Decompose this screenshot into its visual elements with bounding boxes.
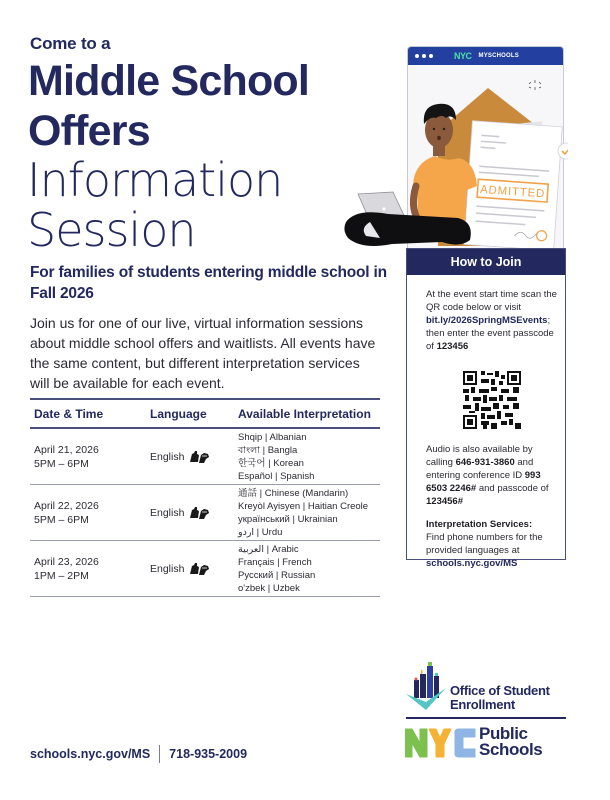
event-date: April 21, 2026 (34, 443, 99, 456)
event-date: April 22, 2026 (34, 499, 99, 512)
audio-text: and passcode of (478, 483, 549, 494)
interpretation-item: বাংলা | Bangla (238, 444, 298, 456)
nyc-public-schools-logo (405, 726, 570, 762)
event-passcode: 123456 (436, 341, 469, 352)
ose-line-2: Enrollment (450, 697, 515, 712)
interpretation-services (426, 518, 557, 570)
interpretation-item: 通話 | Chinese (Mandarin) (238, 487, 349, 499)
student-laptop-icon (338, 46, 568, 252)
interpretation-list (238, 431, 380, 483)
sign-language-icon (188, 562, 210, 576)
sign-language-icon (188, 450, 210, 464)
event-link[interactable]: bit.ly/2026SpringMSEvents (426, 315, 548, 326)
interpretation-list (238, 543, 380, 595)
table-row (30, 541, 380, 597)
join-text: ; then enter the event passcode of (426, 315, 554, 352)
table-row (30, 429, 380, 485)
nycps-wordmark (479, 726, 542, 758)
events-table (30, 398, 380, 597)
myschools-label: MYSCHOOLS (478, 53, 519, 59)
logo-divider (406, 717, 566, 719)
qr-code-icon[interactable] (463, 371, 521, 429)
join-instructions (426, 288, 557, 353)
interpretation-services-title: Interpretation Services: (426, 519, 533, 530)
conference-id: 993 6503 2246# (426, 470, 541, 494)
audio-instructions (426, 443, 557, 508)
event-date-time (30, 443, 150, 471)
office-of-student-enrollment-logo (404, 660, 569, 712)
event-language (150, 450, 238, 464)
interpretation-item: Русский | Russian (238, 569, 316, 581)
how-to-join-title: How to Join (407, 249, 565, 275)
interpretation-services-text: Find phone numbers for the provided languages at (426, 532, 543, 556)
title-line-3: Information (27, 153, 283, 207)
join-text: At the event start time scan the QR code below or visit (426, 289, 557, 313)
interpretation-item: Shqip | Albanian (238, 431, 307, 443)
audio-phone: 646-931-3860 (455, 457, 515, 468)
interpretation-item: 한국어 | Korean (238, 457, 304, 469)
audio-text: Audio is also available by calling (426, 444, 533, 468)
interpretation-item: العربية | Arabic (238, 543, 299, 555)
event-time: 1PM – 2PM (34, 569, 89, 582)
interpretation-item: اردو | Urdu (238, 526, 283, 538)
footer (30, 745, 247, 763)
interpretation-item: Kreyòl Ayisyen | Haitian Creole (238, 500, 369, 512)
title-line-2: Offers (28, 107, 150, 155)
interpretation-item: український | Ukrainian (238, 513, 338, 525)
header-interpretation: Available Interpretation (238, 406, 371, 421)
language-label: English (150, 506, 185, 519)
interpretation-item: Français | French (238, 556, 312, 568)
table-header (30, 400, 380, 427)
interpretation-link[interactable]: schools.nyc.gov/MS (426, 558, 518, 569)
table-row (30, 485, 380, 541)
event-time: 5PM – 6PM (34, 513, 89, 526)
title-line-1: Middle School (28, 57, 310, 105)
event-date-time (30, 499, 150, 527)
nycps-line-1: Public (479, 724, 528, 743)
admitted-illustration (338, 46, 568, 252)
audio-passcode: 123456# (426, 496, 463, 507)
interpretation-list (238, 487, 380, 539)
subhead: For families of students entering middle school in Fall 2026 (30, 264, 387, 302)
event-date-time (30, 555, 150, 583)
header-date-time: Date & Time (34, 406, 104, 421)
footer-phone: 718-935-2009 (169, 747, 248, 761)
interpretation-item: Español | Spanish (238, 470, 315, 482)
how-to-join-body (407, 275, 557, 570)
event-language (150, 562, 238, 576)
intro-paragraph: Join us for one of our live, virtual information sessions about middle school offers and waitlists. All events have the same content, but different interpretation services will be available for each event. (30, 315, 376, 391)
event-date: April 23, 2026 (34, 555, 99, 568)
ose-wordmark (450, 684, 550, 712)
skyline-check-icon (404, 660, 448, 712)
ose-line-1: Office of Student (450, 683, 550, 698)
nyc-logo-icon (405, 726, 477, 760)
how-to-join-card (406, 248, 566, 569)
footer-divider (159, 745, 160, 763)
header-language: Language (150, 406, 207, 421)
language-label: English (150, 450, 185, 463)
pre-title: Come to a (30, 34, 111, 53)
nycps-line-2: Schools (479, 740, 543, 759)
interpretation-item: o'zbek | Uzbek (238, 582, 300, 594)
event-time: 5PM – 6PM (34, 457, 89, 470)
footer-url[interactable]: schools.nyc.gov/MS (30, 747, 151, 761)
language-label: English (150, 562, 185, 575)
audio-text: and entering conference ID (426, 457, 534, 481)
svg-text:ADMITTED: ADMITTED (479, 183, 546, 201)
nyc-brand: NYC (454, 51, 472, 61)
event-language (150, 506, 238, 520)
title-line-4: Session (27, 203, 196, 257)
sign-language-icon (188, 506, 210, 520)
